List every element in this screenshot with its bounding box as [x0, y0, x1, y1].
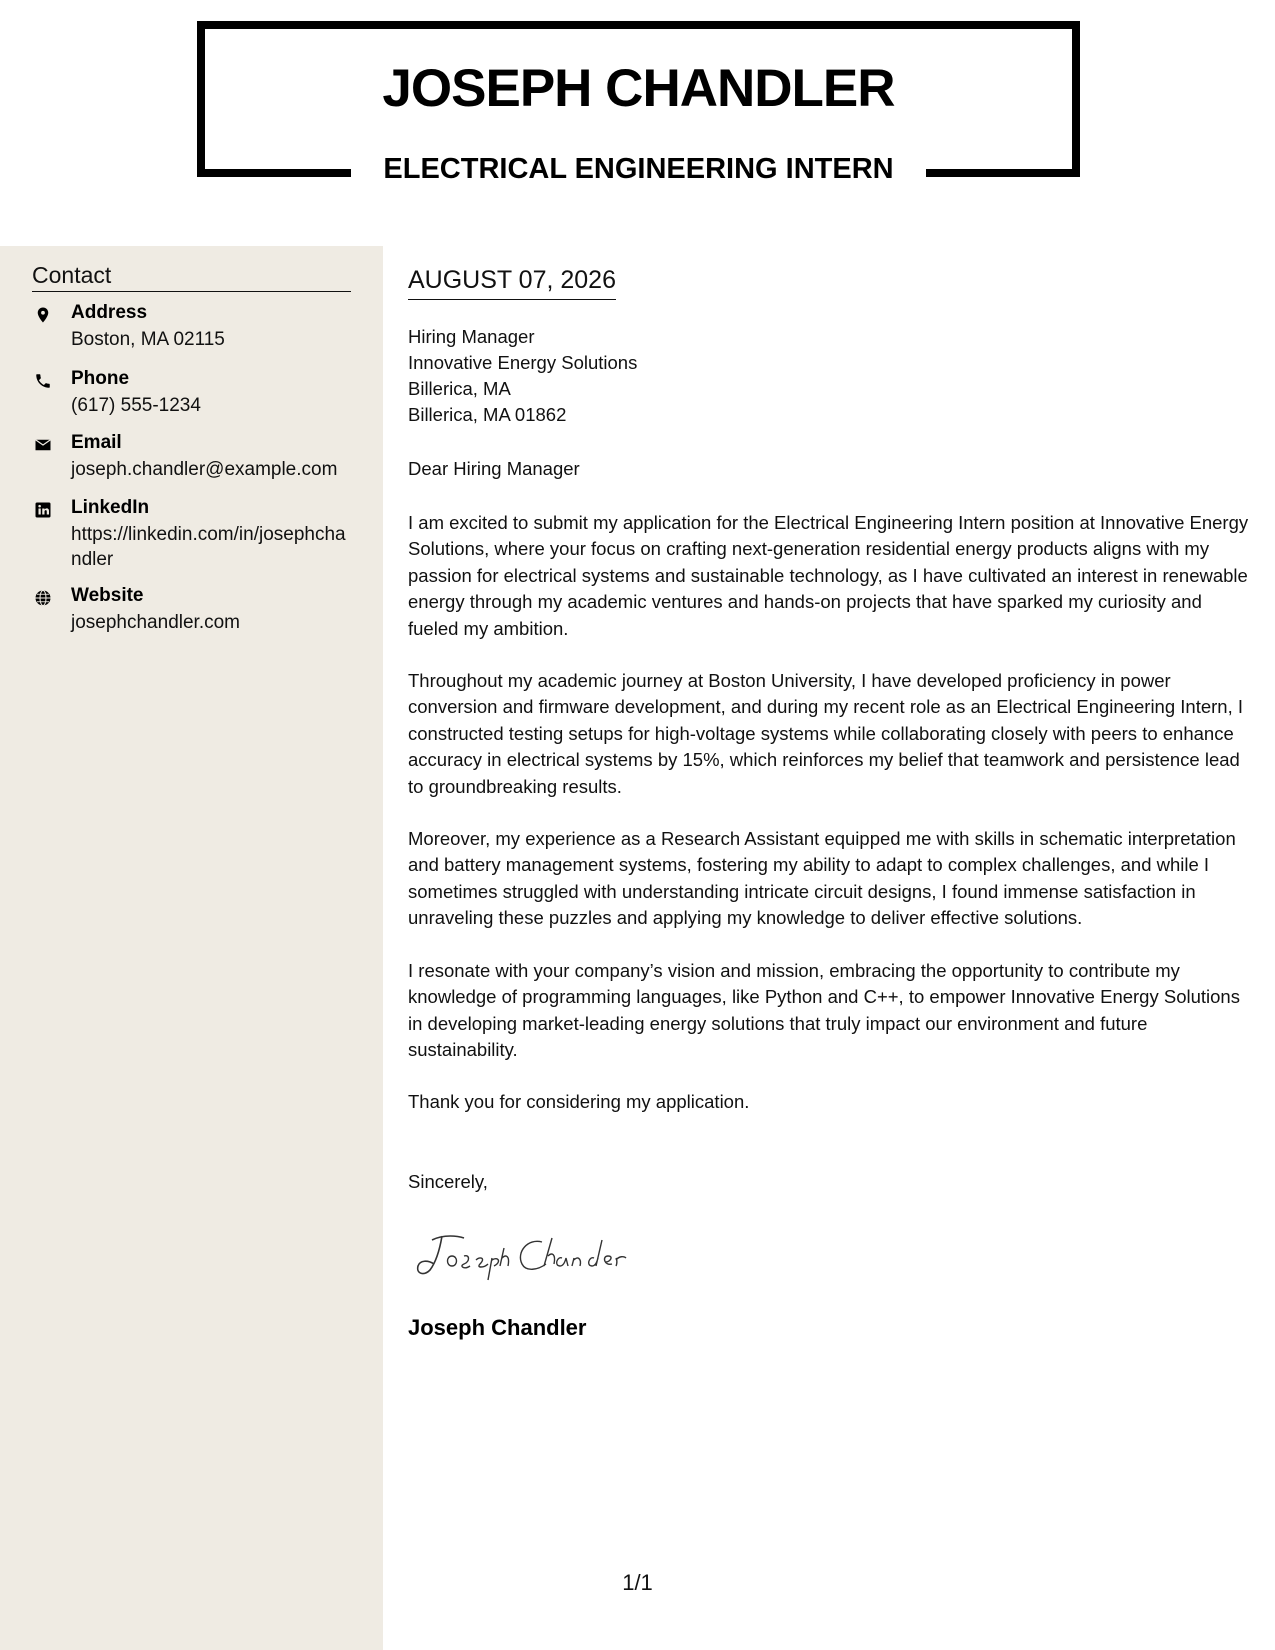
applicant-name: JOSEPH CHANDLER [382, 59, 895, 118]
letter-body [408, 510, 1253, 1142]
recipient-block [408, 324, 637, 428]
contact-value: (617) 555-1234 [71, 395, 201, 416]
recipient-line: Innovative Energy Solutions [408, 352, 638, 373]
contact-value: https://linkedin.com/in/josephchandler [71, 524, 346, 570]
contact-label: Phone [71, 368, 130, 389]
map-pin-icon [34, 306, 52, 324]
contact-label: LinkedIn [71, 497, 150, 518]
contact-label: Website [71, 585, 144, 606]
contact-label: Email [71, 432, 122, 453]
recipient-line: Billerica, MA 01862 [408, 404, 567, 425]
body-paragraph: I am excited to submit my application for the Electrical Engineering Intern position at Innovative Energy Solutions, where your focus on crafting next-generation residential energy products aligns with my passion for electrical systems and sustainable technology, as I have cultivated an interest in renewable energy through my academic ventures and hands-on projects that have sparked my curiosity and fueled my ambition. [408, 512, 1249, 639]
salutation: Dear Hiring Manager [408, 458, 580, 479]
page-number: 1/1 [622, 1570, 653, 1595]
body-paragraph: I resonate with your company’s vision and mission, embracing the opportunity to contribute my knowledge of programming languages, like Python and C++, to empower Innovative Energy Solutions in developing market-leading energy solutions that truly impact our environment and future sustainability. [408, 959, 1240, 1060]
globe-icon [34, 589, 52, 607]
contact-value: joseph.chandler@example.com [71, 459, 338, 480]
contact-heading: Contact [32, 262, 351, 292]
contact-value: josephchandler.com [71, 612, 240, 633]
linkedin-icon [34, 501, 52, 519]
contact-value: Boston, MA 02115 [71, 329, 225, 350]
phone-icon [34, 372, 52, 390]
closing: Sincerely, [408, 1171, 488, 1192]
envelope-icon [34, 436, 52, 454]
letter-date: AUGUST 07, 2026 [408, 266, 616, 300]
recipient-line: Hiring Manager [408, 326, 535, 347]
contact-label: Address [71, 302, 148, 323]
body-paragraph: Thank you for considering my application. [408, 1091, 750, 1113]
recipient-line: Billerica, MA [408, 378, 511, 399]
body-paragraph: Throughout my academic journey at Boston University, I have developed proficiency in power conversion and firmware development, and during my recent role as an Electrical Engineering Intern, I constructed testing setups for high-voltage systems while collaborating closely with peers to enhance accuracy in electrical systems by 15%, which reinforces my belief that teamwork and persistence lead to groundbreaking results. [408, 670, 1243, 797]
signer-name: Joseph Chandler [408, 1315, 587, 1340]
job-title: ELECTRICAL ENGINEERING INTERN [383, 153, 894, 185]
handwritten-signature [412, 1226, 672, 1286]
frame-bottom-left-rule [197, 169, 351, 177]
frame-bottom-right-rule [926, 169, 1080, 177]
body-paragraph: Moreover, my experience as a Research Assistant equipped me with skills in schematic interpretation and battery management systems, fostering my ability to adapt to complex challenges, and while I sometimes struggled with understanding intricate circuit designs, I found immense satisfaction in unraveling these puzzles and applying my knowledge to deliver effective solutions. [408, 828, 1236, 929]
